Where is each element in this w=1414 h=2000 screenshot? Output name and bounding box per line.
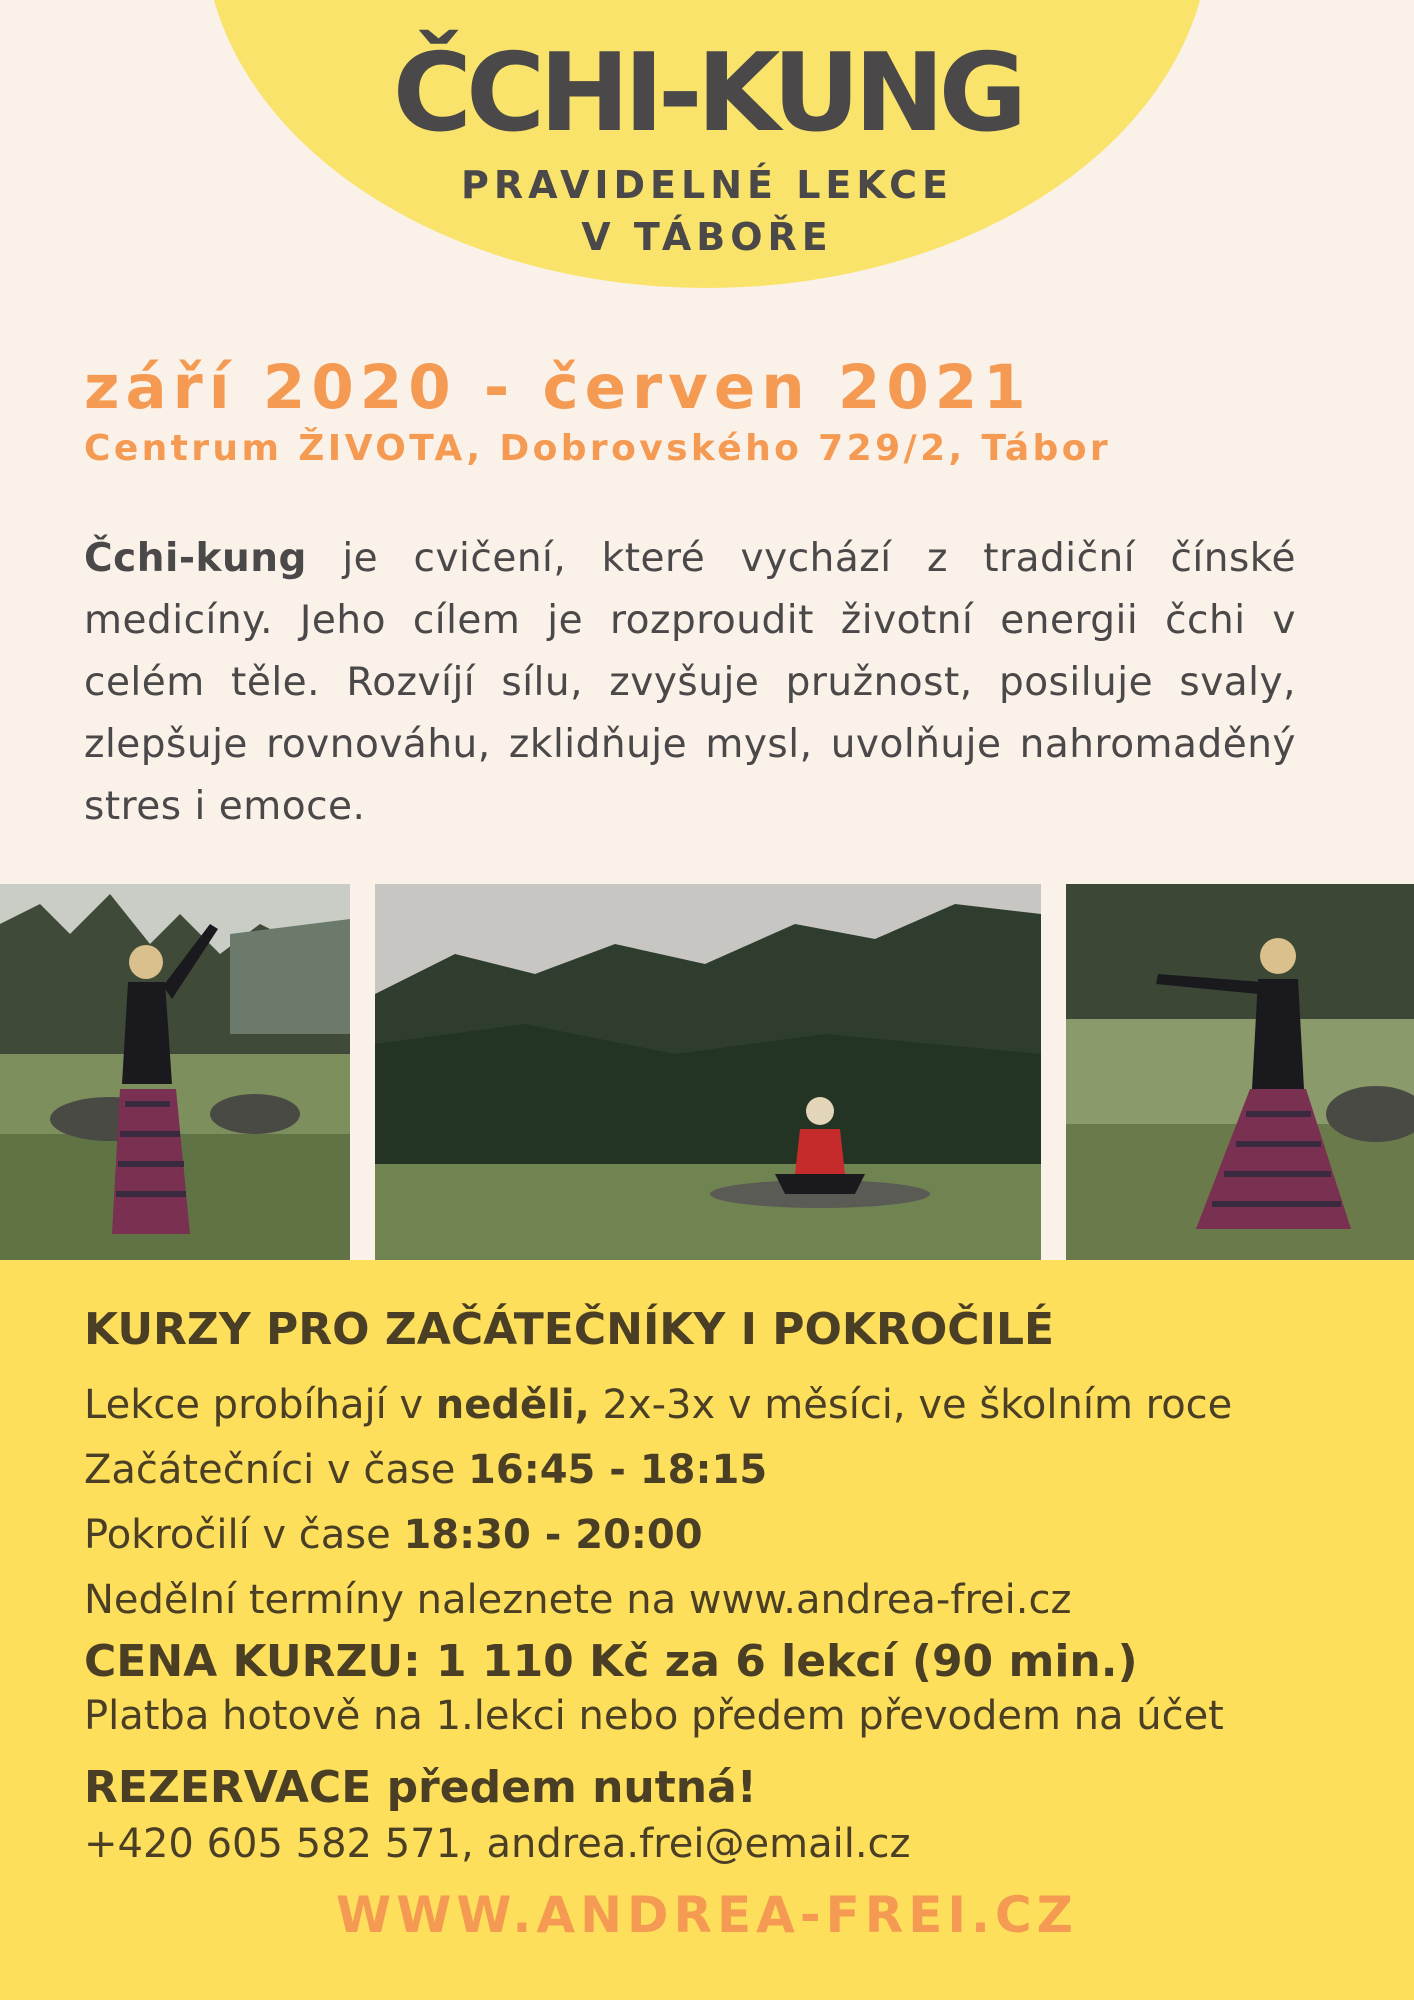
photo-woman-meditating (375, 884, 1041, 1260)
beginners-pre: Začátečníci v čase (84, 1447, 469, 1493)
page-title: ČCHI-KUNG (392, 31, 1022, 156)
course-price: CENA KURZU: 1 110 Kč za 6 lekcí (90 min.) (84, 1636, 1138, 1687)
reservation-note: REZERVACE předem nutná! (84, 1762, 757, 1813)
dates-note: Nedělní termíny naleznete na www.andrea-frei.cz (84, 1577, 1072, 1623)
advanced-time: 18:30 - 20:00 (403, 1512, 703, 1558)
payment-note: Platba hotově na 1.lekci nebo předem převodem na účet (84, 1693, 1224, 1739)
photo-woman-pointing (1066, 884, 1414, 1260)
contact-info: +420 605 582 571, andrea.frei@email.cz (84, 1821, 911, 1867)
photo-woman-raised-arm (0, 884, 350, 1260)
subtitle-line-1: PRAVIDELNÉ LEKCE (461, 163, 953, 207)
beginners-time: 16:45 - 18:15 (468, 1447, 768, 1493)
lessons-day: neděli, (435, 1382, 590, 1428)
subtitle-line-2: V TÁBOŘE (581, 215, 833, 259)
advanced-line (84, 1512, 703, 1558)
event-dates: září 2020 - červen 2021 (84, 352, 1032, 423)
advanced-pre: Pokročilí v čase (84, 1512, 404, 1558)
intro-bold-term: Čchi-kung (84, 536, 307, 581)
website-link[interactable]: WWW.ANDREA-FREI.CZ (336, 1886, 1078, 1944)
lessons-post: 2x-3x v měsíci, ve školním roce (589, 1382, 1233, 1428)
beginners-line (84, 1447, 768, 1493)
lessons-line (84, 1382, 1233, 1428)
intro-paragraph (84, 528, 1296, 838)
intro-text: je cvičení, které vychází z tradiční čínské medicíny. Jeho cílem je rozproudit životní energii čchi v celém těle. Rozvíjí sílu, zvyšuje pružnost, posiluje svaly, zlepšuje rovnováhu, zklidňuje mysl, uvolňuje nahromaděný stres i emoce. (84, 536, 1296, 829)
lessons-pre: Lekce probíhají v (84, 1382, 436, 1428)
courses-heading: KURZY PRO ZAČÁTEČNÍKY I POKROČILÉ (84, 1304, 1055, 1355)
event-place: Centrum ŽIVOTA, Dobrovského 729/2, Tábor (84, 428, 1111, 469)
